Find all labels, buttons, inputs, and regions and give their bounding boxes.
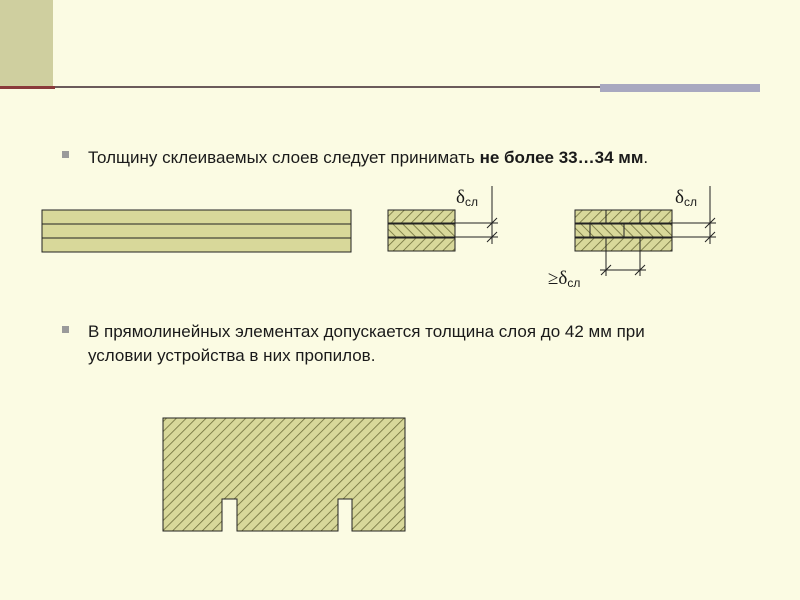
bullet-2-line-1: В прямолинейных элементах допускается толщина слоя до 42 мм при (88, 322, 645, 341)
sawn-element (163, 418, 405, 531)
bullet-1-text-bold: не более 33…34 мм (479, 148, 644, 167)
geq-delta-sl-label: ≥δсл (548, 268, 581, 290)
bullet-2-line-2: условии устройства в них пропилов. (88, 346, 376, 365)
bullet-1-text-after: . (643, 148, 649, 167)
long-beam-layer-2 (42, 224, 351, 238)
block-cross-section (548, 186, 716, 290)
block-section-layer-3 (575, 238, 672, 251)
long-beam (42, 210, 351, 252)
delta-sl-label-2: δсл (675, 187, 697, 209)
sawn-element-body (163, 418, 405, 531)
delta-sl-label-1: δсл (456, 187, 478, 209)
long-beam-layer-3 (42, 238, 351, 252)
bullet-1-text-before: Толщину склеиваемых слоев следует принимать (88, 148, 480, 167)
small-section-layer-1 (388, 210, 455, 223)
small-cross-section (388, 186, 498, 251)
small-section-layer-2 (388, 224, 455, 237)
block-section-layer-1 (575, 210, 672, 223)
small-section-layer-3 (388, 238, 455, 251)
long-beam-layer-1 (42, 210, 351, 224)
